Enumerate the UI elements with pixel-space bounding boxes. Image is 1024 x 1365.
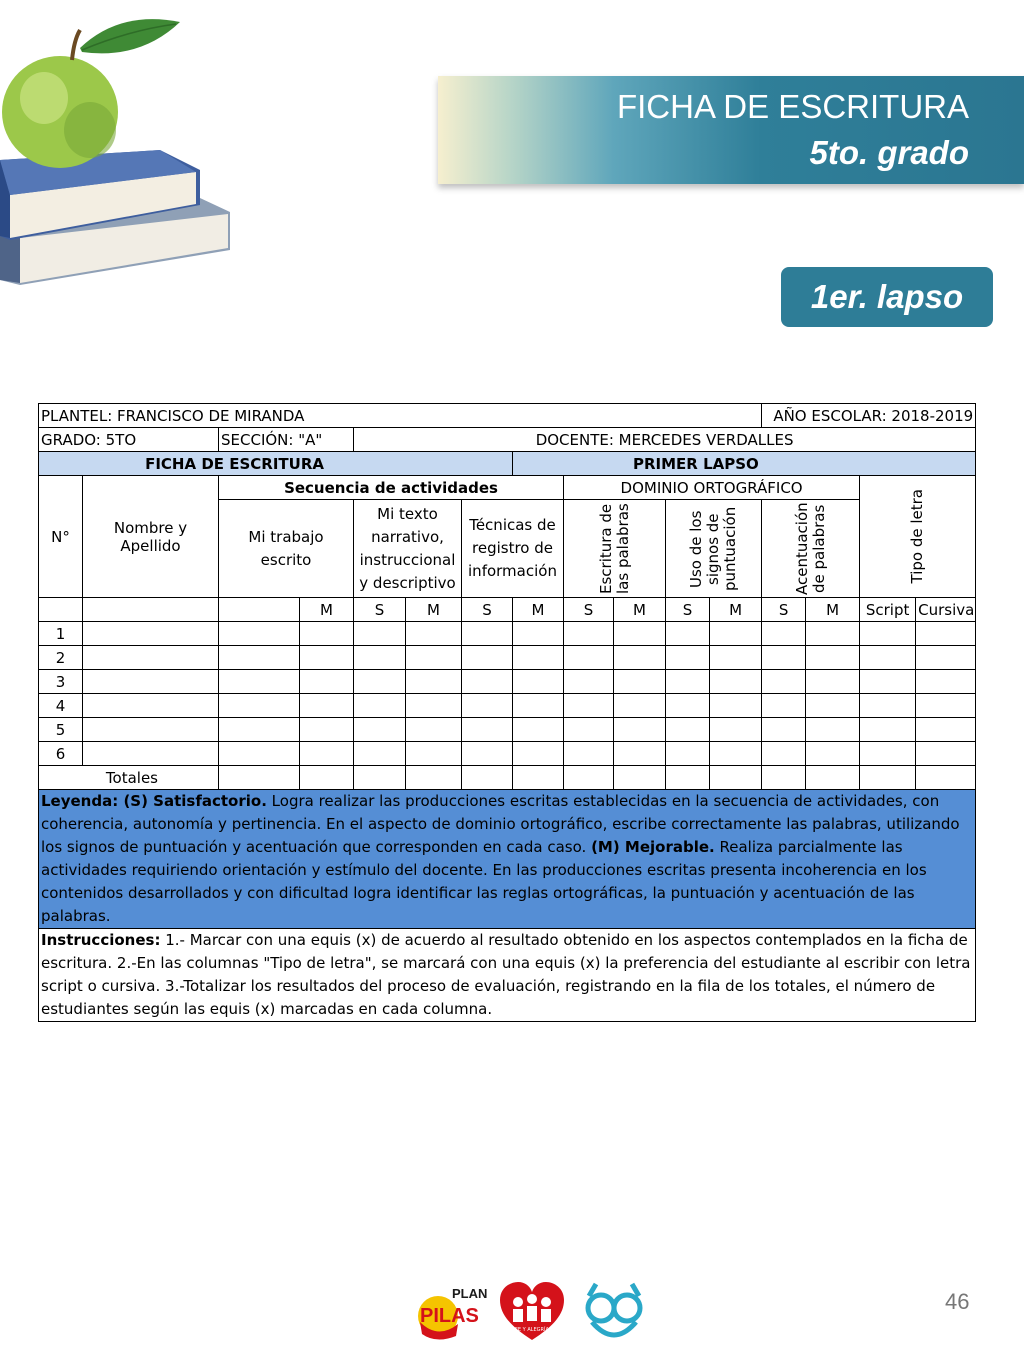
empty-cell — [300, 622, 354, 646]
empty-cell — [666, 670, 710, 694]
script-header: Script — [860, 598, 916, 622]
empty-cell — [564, 694, 614, 718]
empty-cell — [762, 718, 806, 742]
empty-cell — [219, 646, 300, 670]
empty-cell — [83, 694, 219, 718]
empty-cell — [762, 694, 806, 718]
empty-cell — [860, 742, 916, 766]
empty-cell — [860, 646, 916, 670]
empty-cell — [300, 718, 354, 742]
empty-cell — [710, 646, 762, 670]
empty-cell — [710, 742, 762, 766]
instrucciones-cell — [39, 929, 976, 1022]
student-row — [39, 742, 976, 766]
marks-row — [39, 598, 976, 622]
row-number: 3 — [39, 670, 83, 694]
sub-trabajo: Mi trabajo escrito — [219, 500, 354, 598]
mark-header: M — [513, 598, 564, 622]
leyenda-cell — [39, 790, 976, 929]
dominio-header: DOMINIO ORTOGRÁFICO — [564, 476, 860, 500]
empty-cell — [806, 622, 860, 646]
empty-cell — [406, 670, 462, 694]
col-nombre: Nombre y Apellido — [83, 476, 219, 598]
row-number: 1 — [39, 622, 83, 646]
student-rows — [39, 622, 976, 766]
mark-header: M — [406, 598, 462, 622]
empty-cell — [916, 622, 976, 646]
grado-cell: GRADO: 5TO — [39, 428, 219, 452]
mark-header: S — [564, 598, 614, 622]
mark-header: M — [614, 598, 666, 622]
empty-cell — [762, 646, 806, 670]
empty-cell — [462, 622, 513, 646]
anio-cell: AÑO ESCOLAR: 2018-2019 — [762, 404, 976, 428]
empty-cell — [614, 670, 666, 694]
footer-logos — [412, 1278, 647, 1342]
mark-header: S — [462, 598, 513, 622]
empty-cell — [406, 742, 462, 766]
docente-cell: DOCENTE: MERCEDES VERDALLES — [354, 428, 976, 452]
student-row — [39, 718, 976, 742]
mark-header: M — [806, 598, 860, 622]
empty-cell — [513, 718, 564, 742]
empty-cell — [916, 718, 976, 742]
page-number: 46 — [945, 1289, 970, 1314]
empty-cell — [916, 742, 976, 766]
empty-cell — [300, 646, 354, 670]
mark-header: M — [300, 598, 354, 622]
empty-cell — [354, 670, 406, 694]
empty-cell — [806, 670, 860, 694]
empty-cell — [219, 718, 300, 742]
empty-cell — [762, 622, 806, 646]
empty-cell — [462, 718, 513, 742]
lapso-label: PRIMER LAPSO — [513, 452, 976, 476]
empty-cell — [83, 742, 219, 766]
empty-cell — [614, 718, 666, 742]
banner-subtitle: 5to. grado — [809, 134, 969, 171]
tipo-letra-header — [860, 476, 976, 598]
empty-cell — [513, 670, 564, 694]
col-numero: N° — [39, 476, 83, 598]
empty-cell — [462, 694, 513, 718]
empty-cell — [710, 670, 762, 694]
empty-cell — [83, 646, 219, 670]
empty-cell — [354, 646, 406, 670]
title-banner — [438, 76, 1024, 184]
empty-cell — [710, 718, 762, 742]
empty-cell — [300, 670, 354, 694]
cursiva-header: Cursiva — [916, 598, 976, 622]
empty-cell — [614, 622, 666, 646]
mark-header: M — [710, 598, 762, 622]
empty-cell — [300, 742, 354, 766]
blank-cell — [39, 598, 83, 622]
empty-cell — [916, 694, 976, 718]
sub-tecnicas: Técnicas de registro de información — [462, 500, 564, 598]
ficha-label: FICHA DE ESCRITURA — [39, 452, 513, 476]
mark-header: S — [354, 598, 406, 622]
student-row — [39, 622, 976, 646]
empty-cell — [666, 694, 710, 718]
empty-cell — [219, 670, 300, 694]
tipo-letra-label: Tipo de letra — [908, 489, 927, 584]
row-number: 4 — [39, 694, 83, 718]
empty-cell — [513, 742, 564, 766]
sub-signos: Uso de los signos de puntuación — [687, 506, 740, 591]
totales-row — [39, 766, 976, 790]
row-number: 5 — [39, 718, 83, 742]
instr-text: 1.- Marcar con una equis (x) de acuerdo al resultado obtenido en los aspectos contemplados en la ficha de escritura. 2.-En las columnas "Tipo de letra", se marcará con una equis (x) la preferencia del estudiante al escribir con letra script o cursiva. 3.-Totalizar los resultados del proceso de evaluación, registrando en la fila de los totales, el número de estudiantes según las equis (x) marcadas en cada columna. — [41, 931, 971, 1018]
plantel-cell: PLANTEL: FRANCISCO DE MIRANDA — [39, 404, 762, 428]
empty-cell — [614, 646, 666, 670]
sub-texto: Mi texto narrativo, instruccional y descriptivo — [354, 500, 462, 598]
empty-cell — [462, 646, 513, 670]
fe-alegria-heart-logo — [500, 1282, 564, 1340]
empty-cell — [564, 742, 614, 766]
sub-acentuacion-cell — [762, 500, 860, 598]
empty-cell — [513, 694, 564, 718]
empty-cell — [564, 646, 614, 670]
empty-cell — [860, 622, 916, 646]
mark-header: S — [762, 598, 806, 622]
empty-cell — [406, 718, 462, 742]
fe-alegria-text: FE Y ALEGRÍA — [515, 1327, 549, 1333]
empty-cell — [219, 694, 300, 718]
writing-record-table — [38, 403, 976, 1022]
empty-cell — [860, 670, 916, 694]
empty-cell — [354, 718, 406, 742]
empty-cell — [916, 670, 976, 694]
empty-cell — [806, 718, 860, 742]
student-row — [39, 646, 976, 670]
row-number: 2 — [39, 646, 83, 670]
empty-cell — [916, 646, 976, 670]
empty-cell — [614, 694, 666, 718]
empty-cell — [406, 622, 462, 646]
empty-cell — [354, 694, 406, 718]
mark-header: S — [666, 598, 710, 622]
row-number: 6 — [39, 742, 83, 766]
empty-cell — [219, 742, 300, 766]
totales-label: Totales — [39, 766, 219, 790]
empty-cell — [564, 670, 614, 694]
empty-cell — [83, 718, 219, 742]
apple-books-illustration — [0, 0, 240, 290]
lapso-badge: 1er. lapso — [781, 267, 993, 327]
empty-cell — [666, 718, 710, 742]
empty-cell — [710, 622, 762, 646]
sub-escritura-cell — [564, 500, 666, 598]
empty-cell — [513, 622, 564, 646]
sub-escritura: Escritura de las palabras — [596, 503, 632, 594]
empty-cell — [83, 622, 219, 646]
empty-cell — [762, 742, 806, 766]
empty-cell — [406, 646, 462, 670]
empty-cell — [83, 670, 219, 694]
leyenda-m-label: (M) Mejorable. — [591, 838, 715, 856]
leyenda-m-text: Realiza parcialmente las actividades requiriendo orientación y estímulo del docente. En las producciones escritas presenta incoherencia en los contenidos desarrollados y con dificultad logra identificar las reglas ortográficas, la puntuación y acentuación de las palabras. — [41, 838, 927, 925]
empty-cell — [860, 718, 916, 742]
empty-cell — [860, 694, 916, 718]
sub-acentuacion: Acentuación de palabras — [792, 501, 828, 595]
seccion-cell: SECCIÓN: "A" — [219, 428, 354, 452]
empty-cell — [710, 694, 762, 718]
sub-signos-cell — [666, 500, 762, 598]
empty-cell — [406, 694, 462, 718]
owl-logo — [588, 1284, 640, 1335]
empty-cell — [666, 742, 710, 766]
instr-label: Instrucciones: — [41, 931, 161, 949]
banner-title: FICHA DE ESCRITURA — [616, 88, 969, 125]
empty-cell — [300, 694, 354, 718]
plan-pilas-logo — [418, 1286, 487, 1340]
blank-cell — [219, 598, 300, 622]
leyenda-s-text: Logra realizar las producciones escritas establecidas en la secuencia de actividades, con coherencia, autonomía y pertinencia. En el aspecto de dominio ortográfico, escribe correctamente las palabras, utilizando los signos de puntuación y acentuación que corresponden en cada caso. — [41, 792, 960, 856]
empty-cell — [762, 670, 806, 694]
empty-cell — [354, 742, 406, 766]
empty-cell — [513, 646, 564, 670]
empty-cell — [614, 742, 666, 766]
empty-cell — [564, 622, 614, 646]
plan-bottom-text: PILAS — [420, 1305, 479, 1327]
leyenda-s-label: Leyenda: (S) Satisfactorio. — [41, 792, 267, 810]
empty-cell — [806, 646, 860, 670]
empty-cell — [666, 622, 710, 646]
empty-cell — [354, 622, 406, 646]
empty-cell — [462, 742, 513, 766]
empty-cell — [462, 670, 513, 694]
student-row — [39, 670, 976, 694]
plan-top-text: PLAN — [452, 1286, 488, 1301]
empty-cell — [219, 622, 300, 646]
empty-cell — [806, 694, 860, 718]
blank-cell — [83, 598, 219, 622]
empty-cell — [666, 646, 710, 670]
empty-cell — [806, 742, 860, 766]
student-row — [39, 694, 976, 718]
empty-cell — [564, 718, 614, 742]
secuencia-header: Secuencia de actividades — [219, 476, 564, 500]
